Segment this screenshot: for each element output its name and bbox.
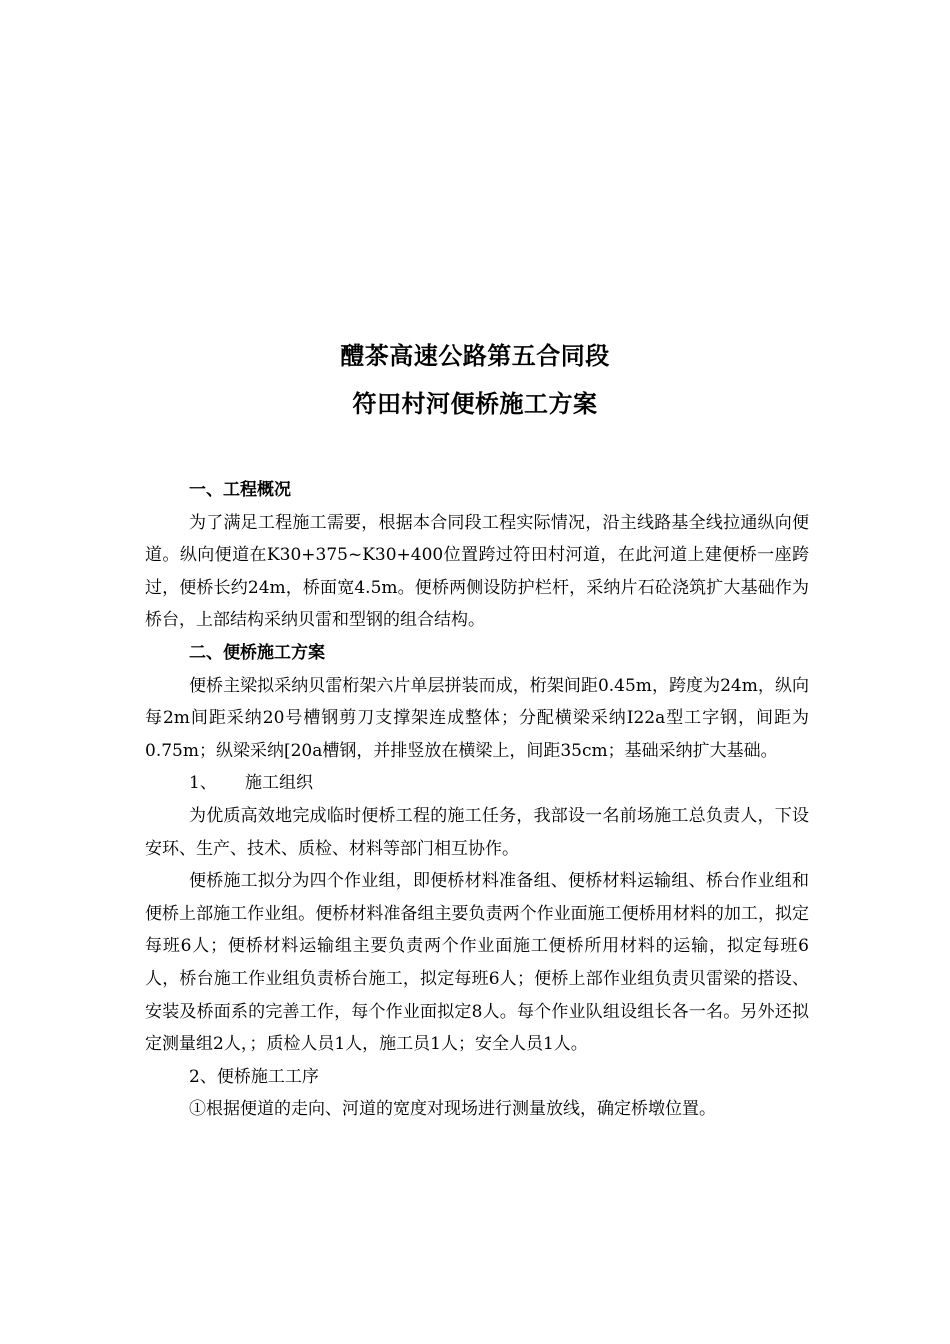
section2-heading: 二、便桥施工方案 (189, 642, 325, 663)
section1-heading: 一、工程概况 (189, 480, 291, 500)
section1-paragraph: 为了满足工程施工需要，根据本合同段工程实际情况，沿主线路基全线拉通纵向便道。纵向便道在K30+375~K30+400位置跨过符田村河道，在此河道上建便桥一座跨过，便桥长约24m，桥面宽4.5m。便桥两侧设防护栏杆，采纳片石砼浇筑扩大基础作为桥台，上部结构采纳贝雷和型钢的组合结构。 (145, 512, 809, 631)
subsection1-paragraph1: 为优质高效地完成临时便桥工程的施工任务，我部设一名前场施工总负责人，下设安环、生产、技术、质检、材料等部门相互协作。 (145, 805, 809, 859)
subsection1-heading (145, 767, 809, 800)
subsection1-paragraph2: 便桥施工拟分为四个作业组，即便桥材料准备组、便桥材料运输组、桥台作业组和便桥上部施工作业组。便桥材料准备组主要负责两个作业面施工便桥用材料的加工，拟定每班6人；便桥材料运输组主要负责两个作业面施工便桥所用材料的运输，拟定每班6人，桥台施工作业组负责桥台施工，拟定每班6人；便桥上部作业组负责贝雷梁的搭设、安装及桥面系的完善工作，每个作业面拟定8人。每个作业队组设组长各一名。另外还拟定测量组2人，；质检人员1人，施工员1人；安全人员1人。 (145, 871, 809, 1055)
section2-paragraph: 便桥主梁拟采纳贝雷桁架六片单层拼装而成，桁架间距0.45m，跨度为24m，纵向每2m间距采纳20号槽钢剪刀支撑架连成整体；分配横梁采纳I22a型工字钢，间距为0.75m；纵梁采纳[20a槽钢，并排竖放在横梁上，间距35cm；基础采纳扩大基础。 (145, 675, 809, 761)
subsection2-step1: ①根据便道的走向、河道的宽度对现场进行测量放线，确定桥墩位置。 (189, 1099, 716, 1120)
subsection1-title: 施工组织 (245, 773, 313, 794)
subsection2-heading: 2、便桥施工工序 (189, 1066, 319, 1087)
subsection1-number: 1、 (189, 773, 217, 794)
document-title-line1: 醴茶高速公路第五合同段 (340, 342, 610, 370)
document-title-line2: 符田村河便桥施工方案 (352, 390, 598, 418)
document-body (145, 474, 809, 1126)
